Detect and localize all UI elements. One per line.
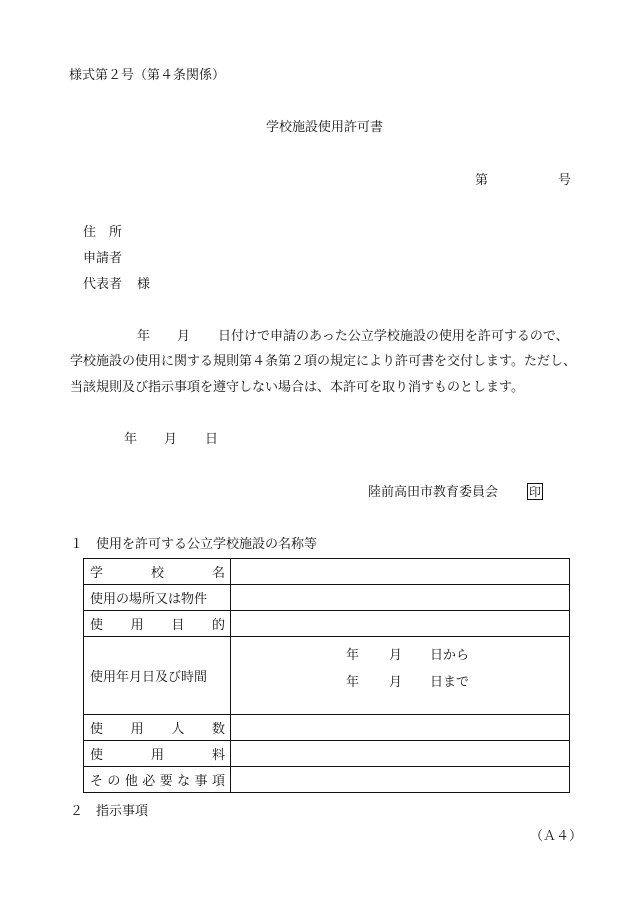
purpose-value[interactable] — [231, 611, 570, 637]
permit-number-prefix: 第 — [475, 173, 489, 188]
people-label: 使 用 人 数 — [84, 715, 231, 741]
issue-date-month: 月 — [164, 432, 178, 447]
school-name-label: 学 校 名 — [84, 559, 231, 585]
other-value[interactable] — [231, 767, 570, 793]
seal-mark: 印 — [529, 485, 542, 499]
paper-size: （Ａ４） — [530, 829, 583, 844]
recipient-applicant-label: 申請者 — [83, 251, 123, 266]
table-row — [84, 637, 570, 715]
issue-date-day: 日 — [205, 432, 219, 447]
issue-date-year: 年 — [124, 432, 138, 447]
recipient-representative-label: 代表者 — [83, 277, 123, 292]
recipient-honorific: 様 — [137, 277, 151, 292]
permit-number-suffix: 号 — [558, 173, 572, 188]
table-row — [84, 715, 570, 741]
datetime-label: 使用年月日及び時間 — [84, 637, 231, 715]
issuer-name: 陸前高田市教育委員会 — [368, 485, 499, 500]
recipient-address-label: 住 所 — [83, 225, 123, 240]
body-line2: 学校施設の使用に関する規則第４条第２項の規定により許可書を交付します。ただし、 — [70, 354, 576, 369]
table-row — [84, 741, 570, 767]
fee-label: 使 用 料 — [84, 741, 231, 767]
table-row — [84, 585, 570, 611]
school-name-value[interactable] — [231, 559, 570, 585]
section2-heading: ２ 指示事項 — [70, 804, 149, 819]
body-line1: 日付けで申請のあった公立学校施設の使用を許可するので、 — [218, 329, 569, 344]
date-to: 年 月 日まで — [346, 675, 470, 690]
body-month: 月 — [177, 329, 191, 344]
datetime-value[interactable] — [231, 637, 570, 715]
date-from: 年 月 日から — [346, 648, 470, 663]
place-value[interactable] — [231, 585, 570, 611]
document-title: 学校施設使用許可書 — [266, 120, 384, 135]
table-row — [84, 559, 570, 585]
place-label: 使用の場所又は物件 — [84, 585, 231, 611]
body-line3: 当該規則及び指示事項を遵守しない場合は、本許可を取り消すものとします。 — [70, 380, 524, 395]
purpose-label: 使 用 目 的 — [84, 611, 231, 637]
issuer-seal — [527, 483, 543, 500]
facility-details-table — [83, 558, 570, 793]
fee-value[interactable] — [231, 741, 570, 767]
section1-heading: １ 使用を許可する公立学校施設の名称等 — [70, 537, 318, 552]
other-label: そ の 他 必 要 な 事 項 — [84, 767, 231, 793]
people-value[interactable] — [231, 715, 570, 741]
body-year: 年 — [137, 329, 151, 344]
form-number: 様式第２号（第４条関係） — [69, 68, 226, 83]
table-row — [84, 611, 570, 637]
table-row — [84, 767, 570, 793]
